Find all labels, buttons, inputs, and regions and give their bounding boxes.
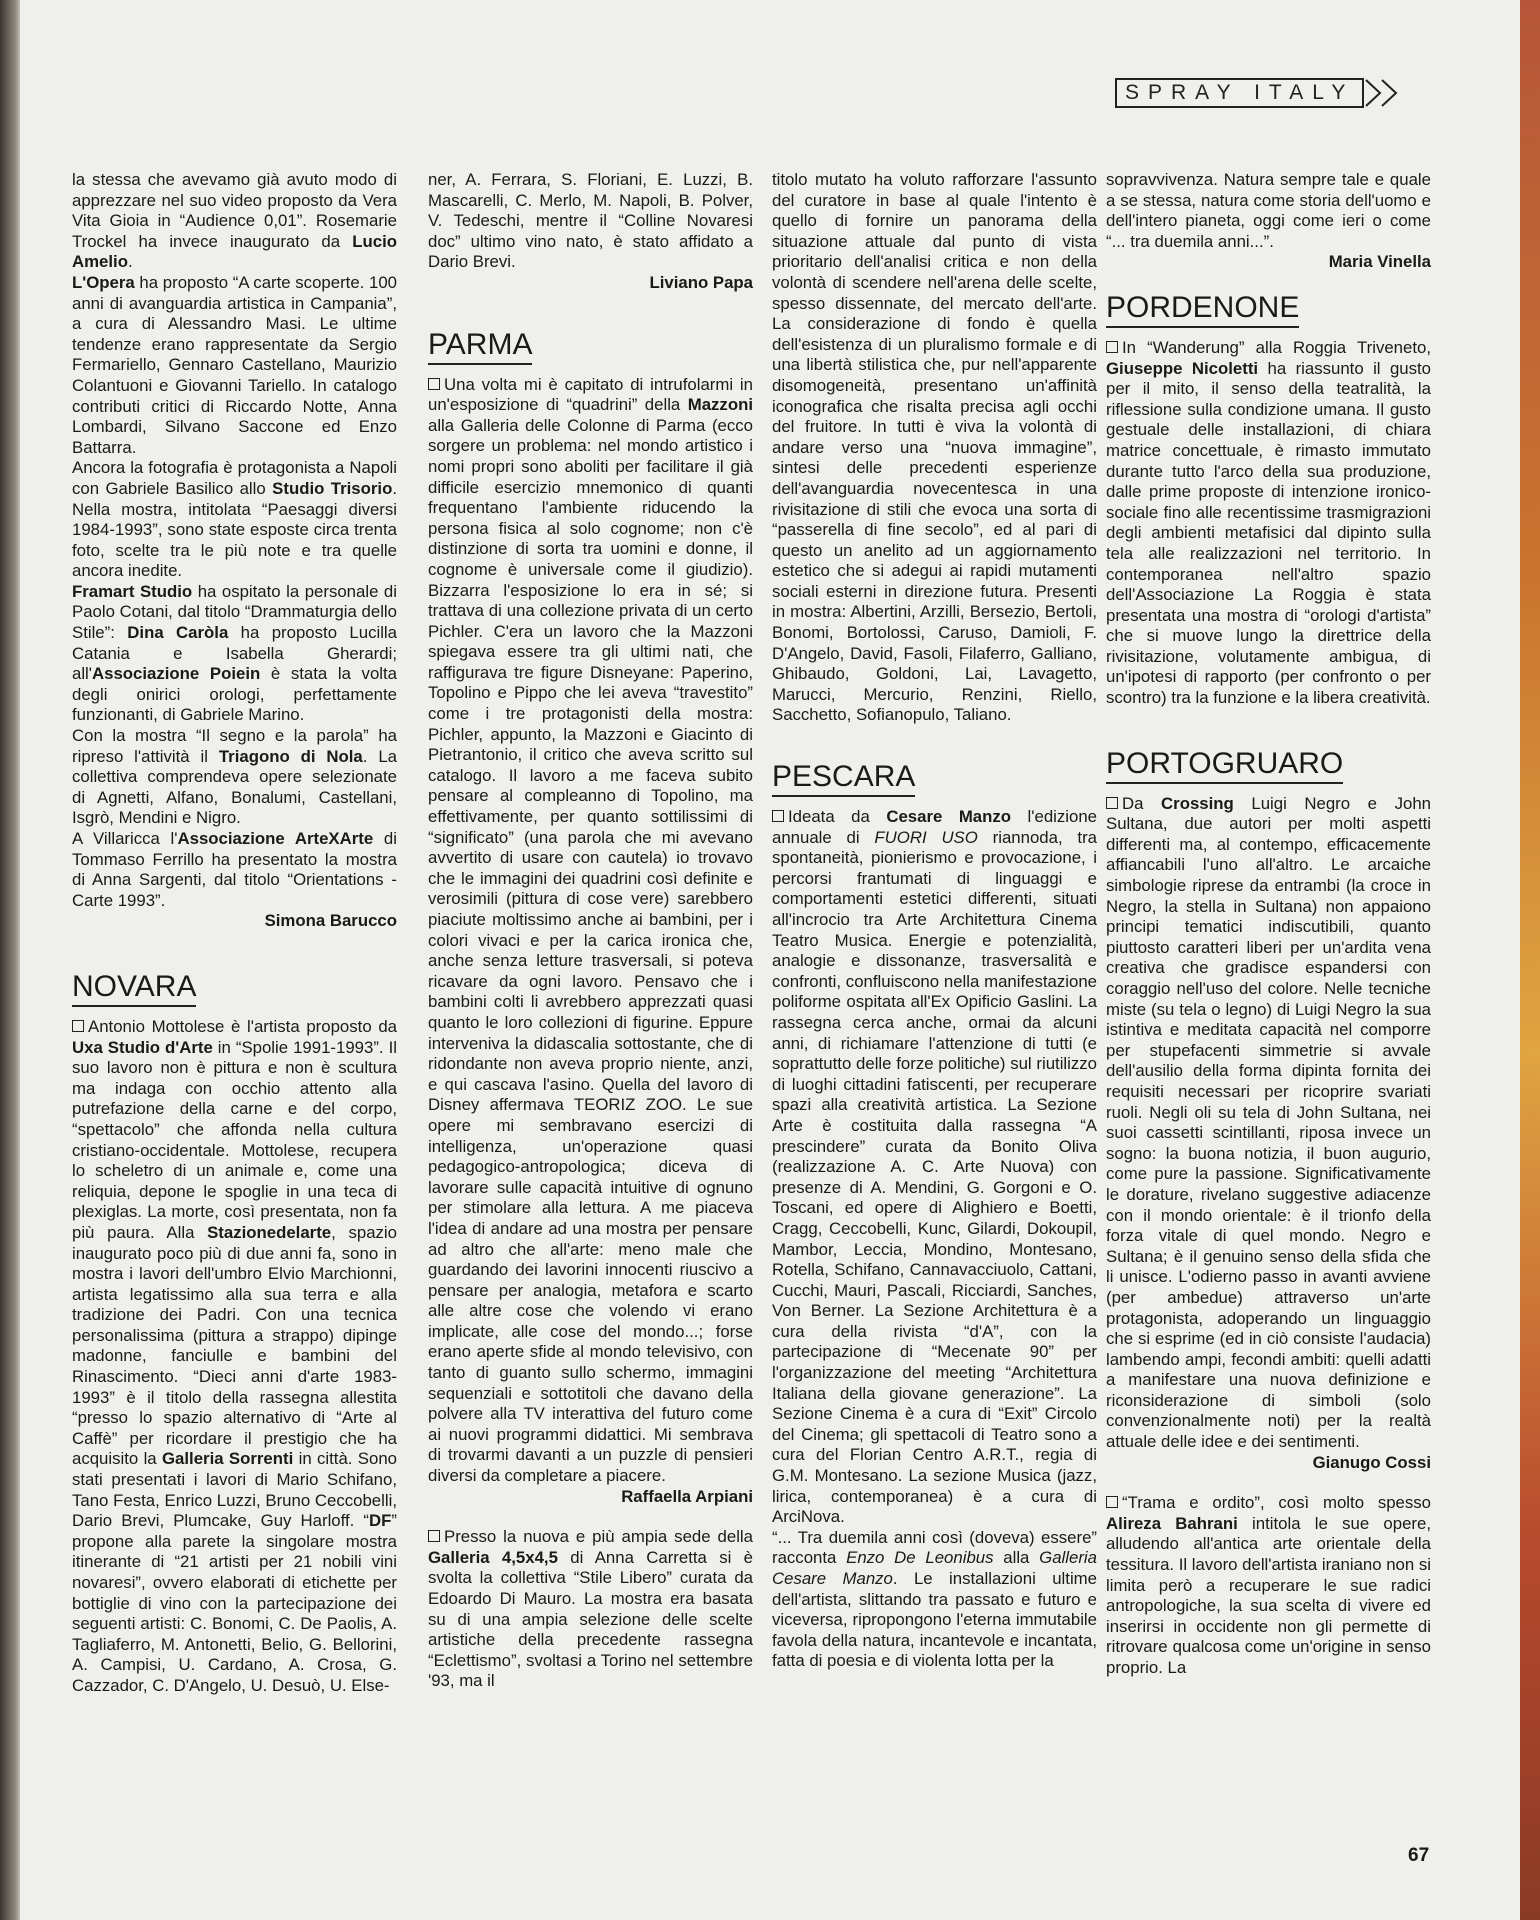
checkbox-bullet-icon	[1106, 1496, 1118, 1508]
column-4	[1106, 170, 1431, 1679]
author-signature: Raffaella Arpiani	[621, 1486, 753, 1506]
section-title-pescara: PESCARA	[772, 760, 915, 797]
paragraph: sopravvivenza. Natura sempre tale e quale a se stessa, natura come storia dell'uomo e dell'intero pianeta, oggi come ieri o come “... tra duemila anni...”.	[1106, 170, 1431, 251]
author-signature: Simona Barucco	[264, 911, 397, 931]
checkbox-bullet-icon	[72, 1020, 84, 1032]
section-title-novara: NOVARA	[72, 970, 196, 1007]
author-signature: Gianugo Cossi	[1312, 1452, 1431, 1472]
paragraph: ner, A. Ferrara, S. Floriani, E. Luzzi, B. Mascarelli, C. Merlo, M. Napoli, B. Polver, V. Tedeschi, mentre il “Colline Novaresi doc” ultimo vino nato, è stato affidato a Dario Brevi.	[428, 170, 753, 272]
page-number: 67	[1408, 1845, 1430, 1866]
paragraph: Una volta mi è capitato di intrufolarmi in un'esposizione di “quadrini” della Mazzoni alla Galleria delle Colonne di Parma (ecco sorgere un problema: nel mondo artistico i nomi propri sono aboliti per facilitare il già difficile esercizio mnemonico di quanti frequentano l'ambiente riducendo la persona fisica al solo cognome; non c'è distinzione di sorta tra uomini e donne, il cognome è universale come il giudizio). Bizzarra l'esposizione lo era in sé; si trattava di una collezione privata di un certo Pichler. C'era un lavoro che la Mazzoni spiegava essere tra gli ultimi nati, che raffigurava tre figure Disneyane: Paperino, Topolino e Pippo che lei aveva “travestito” come i tre protagonisti della mostra: Pichler, appunto, la Mazzoni e Giacinto di Pietrantonio, il critico che aveva scritto sul catalogo. Il lavoro a me faceva subito pensare al compleanno di Topolino, ma effettivamente, per quanto sottilissimi di “significato” (una parola che mi avevano avvertito di usare con cautela) io trovavo che le immagini dei quadrini così definite e verosimili (pittura di cose vere) sarebbero piaciute moltissimo anche ai bambini, per i colori vivaci e per la carica ironica che, anche senza letture trasversali, si poteva ricavare da ogni lavoro. Pensavo che i bambini colti li avrebbero apprezzati quasi quanto le loro collezioni di figurine. Eppure interveniva la didascalia sottostante, che di ridondante non aveva proprio niente, anzi, e qui cascava l'asino. Quella del lavoro di Disney affermava TEORIZ ZOO. Le sue opere mi sembravano esercizi di intelligenza, un'operazione quasi pedagogico-antropologica; diceva di lavorare sulle capacità intuitive di ognuno per stimolare alla lettura. A me piaceva l'idea di andare ad una mostra per pensare ad altro che all'arte: meno male che guardando dei lavorini innocenti riuscivo a pensare per analogia, metafora e scarto alle altre cose che volendo vi erano implicate, alle cose del mondo...; forse erano aperte sfide al mondo televisivo, con tanto di guanto sullo schermo, immagini sequenziali e sottotitoli che davano della polvere alla TV interattiva del futuro come ai nuovi programmi didattici. Mi sembrava di trovarmi davanti a un puzzle di pensieri diversi da completare a piacere.	[428, 374, 753, 1486]
checkbox-bullet-icon	[428, 378, 440, 390]
paragraph: “Trama e ordito”, così molto spesso Alireza Bahrani intitola le sue opere, alludendo all'antica arte orientale della tessitura. Il lavoro dell'artista iraniano non si limita però a recuperare le sue radici antropologiche, la sua scelta di vivere ed inserirsi in occidente non gli permette di ritrovare qualcosa come un'origine in senso proprio. La	[1106, 1493, 1432, 1677]
header-label: SPRAY ITALY	[1115, 78, 1364, 108]
paragraph: Antonio Mottolese è l'artista proposto da Uxa Studio d'Arte in “Spolie 1991-1993”. Il suo lavoro non è pittura e non è scultura ma indaga con occhio attento alla putrefazione della carne e del corpo, “spettacolo” che affonda nella cultura cristiano-occidentale. Mottolese, recupera lo scheletro di un animale e, come una reliquia, depone le spoglie in una teca di plexiglas. La morte, così presentata, non fa più paura. Alla Stazionedelarte, spazio inaugurato poco più di due anni fa, sono in mostra i lavori dell'umbro Elvio Marchionni, artista legatissimo alla sua terra e alla tradizione dei Padri. Con una tecnica personalissima (pittura a strappo) dipinge madonne, fanciulle e bambini del Rinascimento. “Dieci anni d'arte 1983-1993” è il titolo della rassegna allestita “presso lo spazio alternativo di “Arte al Caffè” per ricordare il prestigio che ha acquisito la Galleria Sorrenti in città. Sono stati presentati i lavori di Mario Schifano, Tano Festa, Enrico Luzzi, Bruno Ceccobelli, Dario Brevi, Plumcake, Guy Harloff. “DF” propone alla parete la singolare mostra itinerante di “21 artisti per 21 nobili vini novaresi”, ovvero elaborati di etichette per bottiglie di vino con la partecipazione dei seguenti artisti: C. Bonomi, C. De Paolis, A. Tagliaferro, M. Antonetti, Belio, G. Bellorini, A. Campisi, U. Cardano, A. Crosa, G. Cazzador, C. D'Angelo, U. Desuò, U. Else-	[72, 1016, 397, 1695]
section-title-parma: PARMA	[428, 328, 532, 365]
author-signature: Liviano Papa	[649, 272, 753, 292]
paragraph: Ancora la fotografia è protagonista a Napoli con Gabriele Basilico allo Studio Trisorio. Nella mostra, intitolata “Paesaggi diversi 1984-1993”, sono state esposte circa trenta foto, scelte tra le più note e tra quelle ancora inedite.	[72, 458, 397, 581]
magazine-page	[20, 0, 1520, 1920]
author-signature: Maria Vinella	[1328, 252, 1431, 272]
checkbox-bullet-icon	[772, 810, 784, 822]
paragraph: “... Tra duemila anni così (doveva) essere” racconta Enzo De Leonibus alla Galleria Cesare Manzo. Le installazioni ultime dell'artista, slittando tra passato e futuro e viceversa, ripropongono l'eterna immutabile favola della natura, incantevole e incantata, fatta di poesia e di violenta lotta per la	[772, 1527, 1097, 1671]
paragraph: In “Wanderung” alla Roggia Triveneto, Giuseppe Nicoletti ha riassunto il gusto per il mito, il senso della teatralità, la riflessione sulla condizione umana. Il gusto gestuale delle installazioni, di chiara matrice concettuale, è rimasto immutato durante tutto l'arco della sua produzione, dalle prime proposte di intenzione ironico-sociale fino alle recentissime trasmigrazioni degli ambienti metafisici dal dipinto sulla tela alle realizzazioni nel territorio. In contemporanea nell'altro spazio dell'Associazione La Roggia è stata presentata una mostra di “orologi d'artista” che si muove lungo la direttrice della rivisitazione, volutamente ambigua, di un'ipotesi di rapporto (per confronto o per scontro) tra la funzione e la libera creatività.	[1106, 337, 1431, 708]
column-2	[428, 170, 753, 1692]
paragraph: A Villaricca l'Associazione ArteXArte di Tommaso Ferrillo ha presentato la mostra di Anna Sargenti, dal titolo “Orientations - Carte 1993”.	[72, 829, 397, 910]
checkbox-bullet-icon	[1106, 341, 1118, 353]
column-3	[772, 170, 1097, 1672]
checkbox-bullet-icon	[428, 1530, 440, 1542]
binding-spine	[0, 0, 22, 1920]
paragraph: Presso la nuova e più ampia sede della Galleria 4,5x4,5 di Anna Carretta si è svolta la collettiva “Stile Libero” curata da Edoardo Di Mauro. La mostra era basata su di una ampia selezione delle scelte artistiche della precedente rassegna “Eclettismo”, svoltasi a Torino nel settembre '93, ma il	[428, 1527, 753, 1691]
chevron-right-icon	[1362, 78, 1402, 108]
column-1	[72, 170, 397, 1697]
paragraph: la stessa che avevamo già avuto modo di apprezzare nel suo video proposto da Vera Vita Gioia in “Audience 0,01”. Rosemarie Trockel ha invece inaugurato da Lucio Amelio.	[72, 170, 397, 272]
checkbox-bullet-icon	[1106, 797, 1118, 809]
section-header	[1115, 77, 1402, 109]
section-title-pordenone: PORDENONE	[1106, 291, 1299, 328]
paragraph: Da Crossing Luigi Negro e John Sultana, due autori per molti aspetti differenti ma, al contempo, efficacemente affiancabili l'uno all'altro. Le arcaiche simbologie riprese da entrambi (la croce in Negro, la stella in Sultana) non appaiono principi tematici indiscutibili, quanto piuttosto caratteri liberi per un'ardita vena creativa che gradisce espandersi con coraggio nell'uso del colore. Nelle tecniche miste (su tela o legno) di Luigi Negro la sua istintiva e meditata capacità nel comporre per stupefacenti simmetrie si avvale dell'ausilio della forma dipinta fornita dei requisiti necessari per ricoprire svariati ruoli. Negli oli su tela di John Sultana, nei suoi cassetti scintillanti, riposa invece un sogno: la buona notizia, il buon augurio, come pure la passione. Significativamente le dorature, rivelano suggestive adiacenze con il mondo orientale: è il trionfo della forza vitale di quel mondo. Negro e Sultana; è il genuino senso della sfida che li unisce. L'odierno passo in avanti avviene (per ambedue) attraverso un'arte protagonista, adoperando un linguaggio che si esprime (ed in ciò consiste l'audacia) lambendo ampi, fecondi ambiti: quelli adatti a manifestare una nuova definizione e riconsiderazione di simboli (solo convenzionalmente noti) per la realtà attuale delle idee e dei sentimenti.	[1106, 793, 1431, 1452]
section-title-portogruaro: PORTOGRUARO	[1106, 747, 1343, 784]
paragraph: Ideata da Cesare Manzo l'edizione annuale di FUORI USO riannoda, tra spontaneità, pionierismo e provocazione, i percorsi frantumati di linguaggi e comportamenti estetici differenti, situati all'incrocio tra Arte Architettura Cinema Teatro Musica. Energie e potenzialità, analogie e dissonanze, trasversalità e confronti, confluiscono nella manifestazione poliforme ospitata all'Ex Opificio Gaslini. La rassegna cerca anche, ormai da alcuni anni, di richiamare l'attenzione di tutti (e soprattutto delle forze politiche) sul riutilizzo di luoghi cittadini fatiscenti, per recuperare spazi alla creatività artistica. La Sezione Arte è costituita dalla rassegna “A prescindere” curata da Bonito Oliva (realizzazione A. C. Arte Nuova) con presenze di A. Mendini, G. Gorgoni e O. Toscani, ed opere di Alighiero e Boetti, Cragg, Ceccobelli, Kunc, Gilardi, Dokoupil, Mambor, Leccia, Mondino, Montesano, Rotella, Schifano, Cannavacciuolo, Cattani, Cucchi, Mauri, Pascali, Ricciardi, Sanches, Von Berner. La Sezione Architettura è a cura della rivista “d'A”, con la partecipazione di “Mecenate 90” per l'organizzazione del meeting “Architettura Italiana della giovane generazione”. La Sezione Cinema è a cura di “Exit” Circolo del Cinema; gli spettacoli di Teatro sono a cura del Florian Centro A.R.T., regia di G.M. Montesano. La sezione Musica (jazz, lirica, contemporanea) è a cura di ArciNova.	[772, 807, 1097, 1527]
paragraph: Framart Studio ha ospitato la personale di Paolo Cotani, dal titolo “Drammaturgia dello Stile”: Dina Caròla ha proposto Lucilla Catania e Isabella Gherardi; all'Associazione Poiein è stata la volta degli onirici orologi, perfettamente funzionanti, di Gabriele Marino.	[72, 581, 398, 725]
paragraph: L'Opera ha proposto “A carte scoperte. 100 anni di avanguardia artistica in Campania”, a cura di Alessandro Masi. Le ultime tendenze erano rappresentate da Sergio Fermariello, Gennaro Castellano, Maurizio Colantuoni e Giovanni Tariello. In catalogo contributi critici di Riccardo Notte, Anna Lombardi, Silvano Saccone ed Enzo Battarra.	[72, 272, 397, 457]
paragraph: Con la mostra “Il segno e la parola” ha ripreso l'attività il Triagono di Nola. La collettiva comprendeva opere selezionate di Agnetti, Alfano, Bonalumi, Castellani, Isgrò, Mendini e Nigro.	[72, 726, 397, 828]
paragraph: titolo mutato ha voluto rafforzare l'assunto del curatore in base al quale l'intento è quello di fornire un panorama della situazione attuale dal punto di vista prioritario dell'analisi critica e non della volontà di scendere nell'arena delle scelte, spesso dissennate, del mercato dell'arte. La considerazione di fondo è quella dell'esistenza di un pluralismo formale e di una libertà stilistica che, pur nell'apparente disomogeneità, presentano un'affinità iconografica che risalta precisa agli occhi del fruitore. In tutti è viva la volontà di andare verso una “nuova immagine”, sintesi delle precedenti esperienze dell'avanguardia novecentesca in una rivisitazione di stili che evoca una sorta di “passerella di fine secolo”, ed al pari di questo un anelito ad un aggiornamento estetico che si adegui ai rapidi mutamenti sociali esterni in direzione futura. Presenti in mostra: Albertini, Arzilli, Bersezio, Bertoli, Bonomi, Bortolossi, Caruso, Damioli, F. D'Angelo, David, Fasoli, Filaferro, Galliano, Ghibaudo, Goldoni, Lai, Lavagetto, Marucci, Mercurio, Renzini, Riello, Sacchetto, Sofianopulo, Taliano.	[772, 170, 1097, 725]
